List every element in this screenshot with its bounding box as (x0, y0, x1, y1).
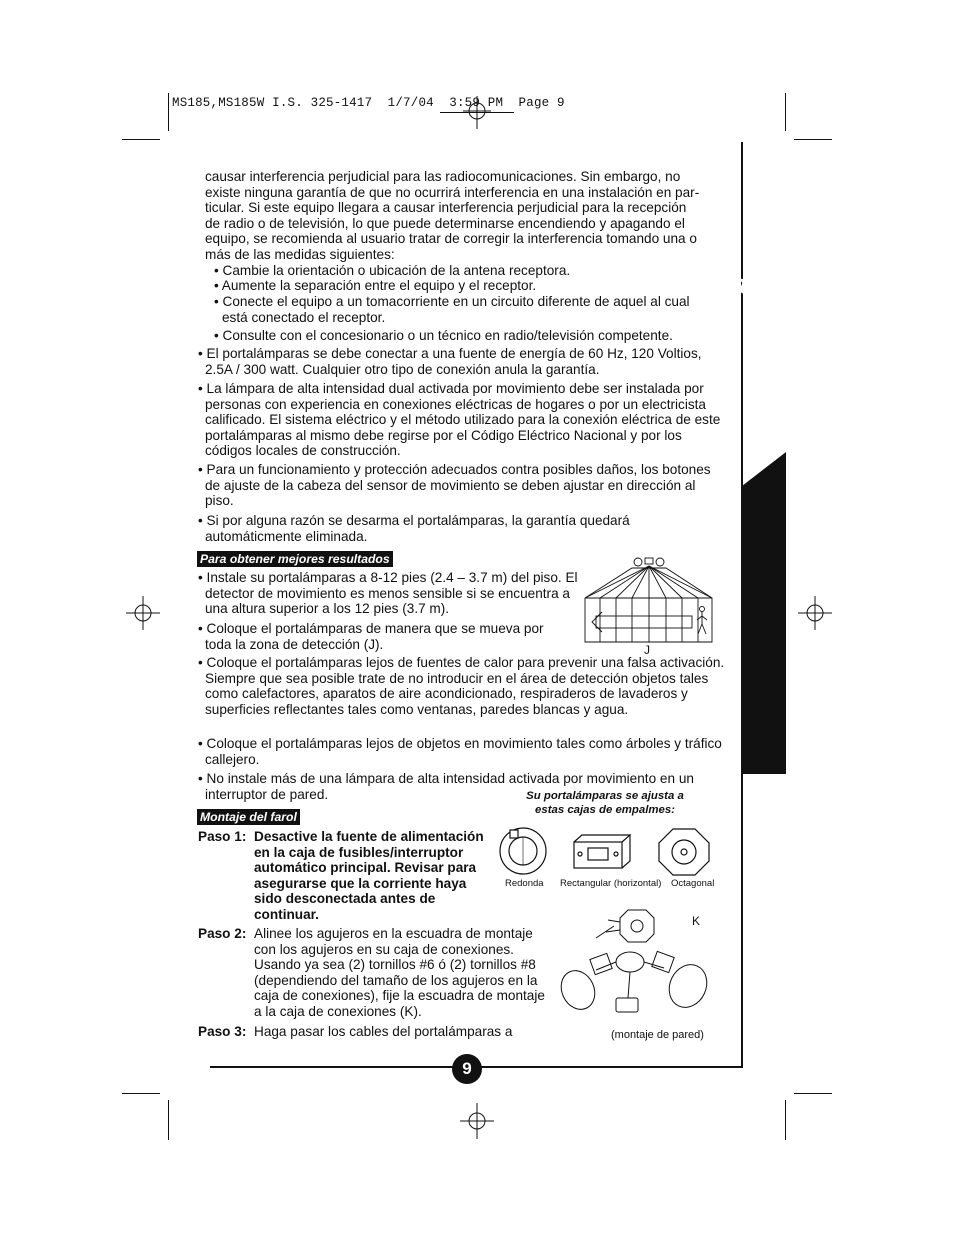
bullet-item: • Si por alguna razón se desarma el portalámparas, la garantía quedará automáticmente eliminada. (198, 513, 630, 544)
box-label-octagonal: Octagonal (671, 878, 715, 889)
sub-bullet: • Aumente la separación entre el equipo y el receptor. (214, 278, 537, 293)
step-text: Alinee los agujeros en la escuadra de montaje con los agujeros en su caja de conexiones. Usando ya sea (2) tornillos #6 ó (2) tornillos #8 (dependiendo del tamaño de los agujeros en la caja de conexiones), fije la escuadra de montaje a la caja de conexiones (K). (254, 926, 545, 1019)
step-text: Haga pasar los cables del portalámparas a (254, 1024, 513, 1039)
page-number: 9 (452, 1054, 482, 1084)
boxes-caption (500, 789, 710, 817)
bullet-item: • Para un funcionamiento y protección adecuados contra posibles daños, los botones de ajuste de la cabeza del sensor de movimiento se deben ajustar en dirección al piso. (198, 462, 711, 509)
intro-line: de radio o de televisión, lo que puede determinarse encendiendo y apagando el (205, 215, 685, 231)
intro-paragraph (205, 169, 725, 263)
results-item: • Instale su portalámparas a 8-12 pies (2.4 – 3.7 m) del piso. El detector de movimiento es menos sensible si se encuentra a una altura superior a los 12 pies (3.7 m). (198, 570, 578, 617)
results-item: • Coloque el portalámparas de manera que se mueva por toda la zona de detección (J). (198, 621, 544, 652)
sub-bullet: • Cambie la orientación o ubicación de la antena receptora. (214, 263, 571, 278)
figure-caption-wall-mount: (montaje de pared) (611, 1029, 704, 1041)
wall-mount-illustration (556, 906, 716, 1028)
header-underline (440, 112, 514, 113)
language-tab (701, 157, 786, 774)
boxes-caption-line: Su portalámparas se ajusta a (526, 790, 684, 802)
step-text: Desactive la fuente de alimentación en la caja de fusibles/interruptor automático principal. Revisar para asegurarse que la corriente haya sido desconectada antes de continuar. (254, 829, 484, 922)
figure-label-j: J (644, 643, 650, 657)
crop-mark (168, 1100, 169, 1140)
section-heading-results: Para obtener mejores resultados (197, 551, 393, 567)
boxes-caption-line: estas cajas de empalmes: (535, 804, 675, 816)
crop-mark (794, 139, 832, 140)
intro-line: causar interferencia perjudicial para las radiocomunicaciones. Sin embargo, no (205, 169, 681, 184)
results-item: • No instale más de una lámpara de alta intensidad activada por movimiento en un interruptor de pared. (198, 771, 694, 802)
crop-mark (122, 1093, 160, 1094)
print-header: MS185,MS185W I.S. 325-1417 1/7/04 3:59 PM Page 9 (172, 96, 565, 110)
figure-label-k: K (692, 914, 701, 928)
sub-bullet: • Consulte con el concesionario o un técnico en radio/televisión competente. (214, 328, 673, 343)
box-label-rectangular: Rectangular (horizontal) (560, 878, 662, 889)
sub-bullet: • Conecte el equipo a un tomacorriente en un circuito diferente de aquel al cual está conectado el receptor. (214, 294, 690, 325)
bullet-item: • El portalámparas se debe conectar a una fuente de energía de 60 Hz, 120 Voltios, 2.5A / 300 watt. Cualquier otro tipo de conexión anula la garantía. (198, 346, 702, 377)
intro-line: más de las medidas siguientes: (205, 246, 395, 262)
intro-line: equipo, se recomienda al usuario tratar de corregir la interferencia tomando una o (205, 231, 697, 247)
octagonal-box-illustration (656, 826, 712, 878)
intro-paragraph-full (0, 0, 1, 1)
crop-mark (785, 93, 786, 131)
registration-mark-bottom (460, 1103, 494, 1139)
section-heading-mounting: Montaje del farol (197, 809, 300, 825)
intro-line: existe ninguna garantía de que no ocurrirá interferencia en una instalación en par- (205, 184, 700, 200)
bullet-item: • La lámpara de alta intensidad dual activada por movimiento debe ser instalada por personas con experiencia en conexiones eléctricas de hogares o por un electricista calificado. El sistema eléctrico y el método utilizado para la conexión eléctrica de este portalámparas al mismo debe regirse por el Código Eléctrico Nacional y por los códigos locales de construcción. (198, 381, 721, 459)
results-item: • Coloque el portalámparas lejos de fuentes de calor para prevenir una falsa activación. Siempre que sea posible trate de no introducir en el área de detección objetos tales como calefactores, aparatos de aire acondicionado, respiraderos de lavaderos y superficies reflectantes tales como ventanas, paredes blancas y agua. (198, 655, 725, 717)
crop-mark (168, 93, 169, 131)
box-label-round: Redonda (505, 878, 544, 889)
crop-mark (785, 1100, 786, 1140)
round-box-illustration (496, 826, 550, 876)
crop-mark (794, 1093, 832, 1094)
detection-zone-illustration (582, 556, 718, 646)
step-label: Paso 3: (198, 1024, 247, 1039)
language-tab-label: ESPAÑOL (701, 157, 745, 363)
step-label: Paso 2: (198, 926, 247, 941)
rectangular-box-illustration (568, 832, 636, 872)
registration-mark-left (126, 596, 160, 630)
crop-mark (122, 139, 160, 140)
intro-line: ticular. Si este equipo llegara a causar interferencia perjudicial para la recepción (205, 200, 687, 216)
registration-mark-right (798, 596, 832, 630)
step-label: Paso 1: (198, 829, 247, 844)
results-item: • Coloque el portalámparas lejos de objetos en movimiento tales como árboles y tráfico callejero. (198, 736, 722, 767)
